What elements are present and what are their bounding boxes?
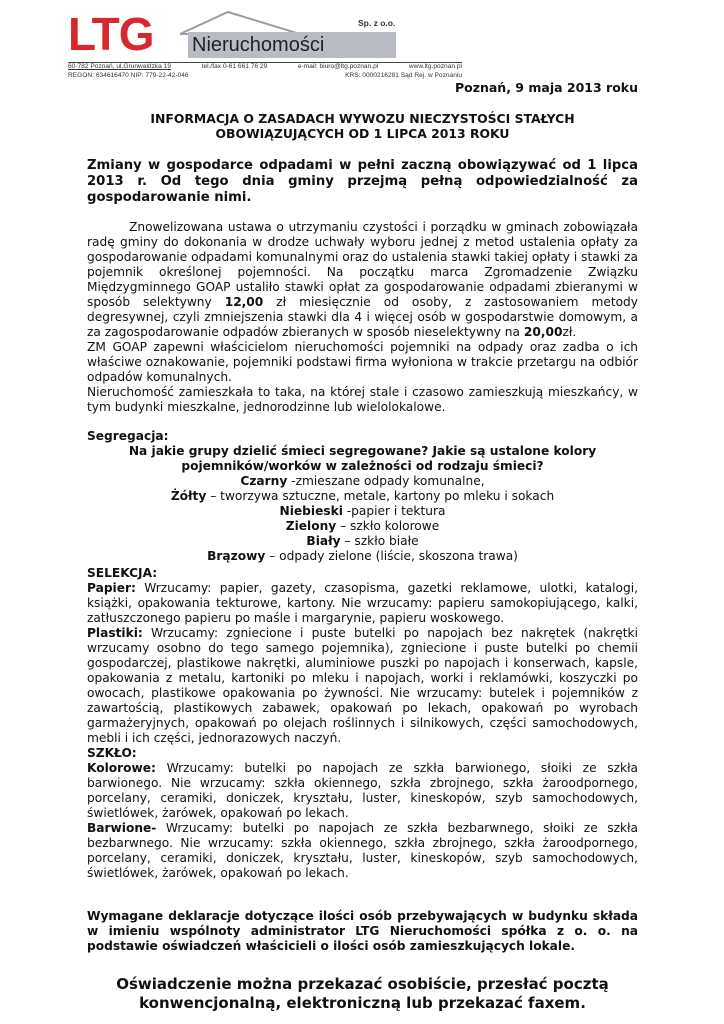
- letterhead-contact-line: [68, 63, 462, 71]
- paper-label: Papier:: [87, 581, 136, 595]
- color-desc: – szkło białe: [340, 534, 419, 548]
- color-item-black: [87, 474, 638, 489]
- color-list: [87, 474, 638, 564]
- document-title: INFORMACJA O ZASADACH WYWOZU NIECZYSTOŚCI STAŁYCH OBOWIĄZUJĄCYCH OD 1 LIPCA 2013 ROKU: [150, 111, 575, 141]
- color-item-blue: [87, 504, 638, 519]
- document-date: Poznań, 9 maja 2013 roku: [454, 80, 638, 95]
- clear-glass-text: Wrzucamy: butelki po napojach ze szkła bezbarwnego, słoiki ze szkła bezbarwnego. Nie wrzucamy: szkła okiennego, szkła zbrojnego, szkła żaroodpornego, porcelany, ceramiki, doniczek, kryształu, luster, kineskopów, szyb samochodowych, świetlówek, żarówek, opakowań po lekach.: [87, 821, 638, 880]
- lead-paragraph: Zmiany w gospodarce odpadami w pełni zaczną obowiązywać od 1 lipca 2013 r. Od tego dnia gminy przejmą pełną odpowiedzialność za gospodarowanie nimi.: [87, 158, 638, 205]
- color-name: Niebieski: [279, 504, 343, 518]
- color-name: Zielony: [285, 519, 337, 533]
- plastic-label: Plastiki:: [87, 626, 143, 640]
- intro-text-b: zł miesięcznie od osoby, z zastosowaniem metody degresywnej, czyli zmniejszenia stawki dla 4 i więcej osób w gospodarstwie domowym, a za zagospodarowanie odpadów zbieranych w sposób nieselektywny na: [87, 295, 638, 339]
- clear-glass-paragraph: [87, 821, 638, 881]
- selection-heading: SELEKCJA:: [87, 566, 158, 580]
- plastic-paragraph: [87, 626, 638, 746]
- company-logo: LTG: [68, 8, 154, 60]
- colored-glass-text: Wrzucamy: butelki po napojach ze szkła barwionego, słoiki ze szkła barwionego. Nie wrzucamy: szkła okiennego, szkła zbrojnego, szkła żaroodpornego, porcelany, ceramiki, doniczek, kryształu, luster, kineskopów, szyb samochodowych, świetlówek, żarówek, opakowań po lekach.: [87, 761, 638, 820]
- plastic-text: Wrzucamy: zgniecione i puste butelki po napojach bez nakrętek (nakrętki wrzucamy osobno do tego samego pojemnika), zgniecione i puste butelki po chemii gospodarczej, plastikowe nakrętki, aluminiowe puszki po napojach i konserwach, kapsle, opakowania z metalu, kartoniki po mleku i napojach, worki i reklamówki, koszyczki po owocach, plastikowe opakowania po żywności. Nie wrzucamy: butelek i pojemników z zawartością, plastikowych zabawek, opakowań po lekach, opakowań po wyrobach garmażeryjnych, opakowań po olejach roślinnych i silnikowych, części samochodowych, mebli i ich części, jednorazowych naczyń.: [87, 626, 638, 745]
- declaration-paragraph: Wymagane deklaracje dotyczące ilości osób przebywających w budynku składa w imieniu wspólnoty administrator LTG Nieruchomości spółka z o. o. na podstawie oświadczeń właścicieli o ilości osób zamieszkujących lokale.: [87, 909, 638, 953]
- segregation-question: Na jakie grupy dzielić śmieci segregowane? Jakie są ustalone kolory pojemników/worków w zależności od rodzaju śmieci?: [128, 444, 597, 473]
- nonselective-rate: 20,00: [523, 325, 563, 339]
- color-desc: -papier i tektura: [342, 504, 446, 518]
- company-website: www.ltg.poznan.pl: [408, 63, 462, 70]
- document-body: [87, 111, 638, 1013]
- letterhead-registry-line: [68, 72, 462, 80]
- intro-text-c: zł.: [562, 325, 577, 339]
- company-address: 60-782 Poznań, ul.Grunwaldzka 19: [68, 63, 172, 70]
- company-regon-nip: REGON: 634616470 NIP: 779-22-42-046: [68, 72, 189, 79]
- colored-glass-label: Kolorowe:: [87, 761, 156, 775]
- company-krs: KRS: 0000216281 Sąd Rej. w Poznaniu: [345, 72, 462, 79]
- color-name: Biały: [306, 534, 341, 548]
- colored-glass-paragraph: [87, 761, 638, 821]
- letterhead: [68, 8, 462, 82]
- color-item-green: [87, 519, 638, 534]
- segregation-heading: Segregacja:: [87, 429, 169, 443]
- intro-paragraph: [87, 220, 638, 340]
- color-item-brown: [87, 549, 638, 564]
- paper-paragraph: [87, 581, 638, 626]
- company-email: e-mail: biuro@ltg.poznan.pl: [297, 63, 379, 70]
- clear-glass-label: Barwione-: [87, 821, 157, 835]
- glass-heading: SZKŁO:: [87, 746, 137, 760]
- color-desc: -zmieszane odpady komunalne,: [287, 474, 485, 488]
- color-desc: – tworzywa sztuczne, metale, kartony po mleku i sokach: [206, 489, 555, 503]
- color-name: Żółty: [170, 489, 207, 503]
- company-name: Nieruchomości: [192, 34, 325, 56]
- definition-paragraph: Nieruchomość zamieszkała to taka, na której stale i czasowo zamieszkują mieszkańcy, w tym budynki mieszkalne, jednorodzinne lub wielolokalowe.: [87, 385, 638, 414]
- color-name: Czarny: [240, 474, 288, 488]
- color-item-yellow: [87, 489, 638, 504]
- color-item-white: [87, 534, 638, 549]
- selective-rate: 12,00: [224, 295, 264, 309]
- closing-statement: Oświadczenie można przekazać osobiście, przesłać pocztą konwencjonalną, elektroniczną lub przekazać faxem.: [116, 975, 609, 1012]
- intro-text-a: Znowelizowana ustawa o utrzymaniu czystości i porządku w gminach zobowiązała radę gminy do dokonania w drodze uchwały wyboru jednej z metod ustalenia opłaty za gospodarowanie odpadami komunalnymi oraz do ustalenia stawki takiej opłaty i stawki za pojemnik określonej pojemności. Na początku marca Zgromadzenie Związku Międzygminnego GOAP ustaliło stawki opłat za gospodarowanie odpadami zbieranymi w sposób selektywny: [87, 220, 638, 309]
- legal-form: Sp. z o.o.: [358, 18, 396, 28]
- color-desc: – odpady zielone (liście, skoszona trawa): [265, 549, 518, 563]
- paper-text: Wrzucamy: papier, gazety, czasopisma, gazetki reklamowe, ulotki, katalogi, książki, opakowania tekturowe, kartony. Nie wrzucamy: papieru samokopiującego, kalki, zatłuszczonego papieru po maśle i margarynie, papieru woskowego.: [87, 581, 638, 625]
- company-phone: tel./fax 0-61 661 76 29: [201, 63, 268, 70]
- goap-paragraph: ZM GOAP zapewni właścicielom nieruchomości pojemniki na odpady oraz zadba o ich właściwe oznakowanie, pojemniki podstawi firma wyłoniona w trakcie przetargu na odbiór odpadów komunalnych.: [87, 340, 638, 384]
- color-name: Brązowy: [207, 549, 266, 563]
- color-desc: – szkło kolorowe: [336, 519, 440, 533]
